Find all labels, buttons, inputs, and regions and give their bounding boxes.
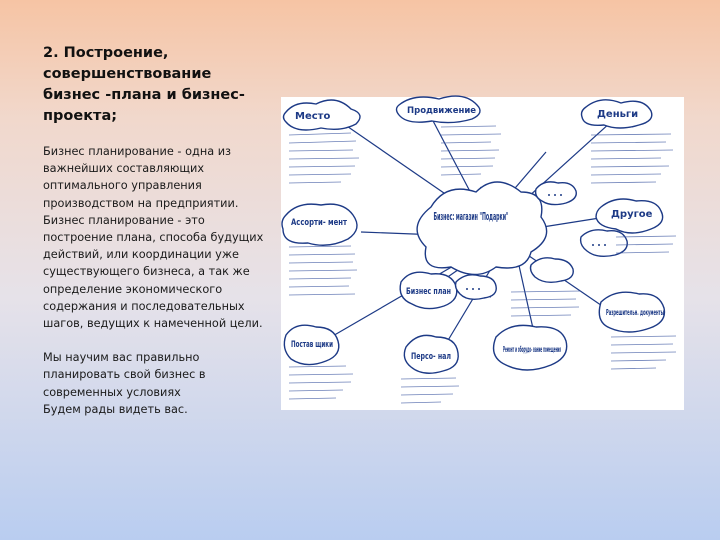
offer-paragraph: Мы научим вас правильно планировать свой бизнес в современных условиях bbox=[43, 351, 206, 399]
slide-title: 2. Построение, совершенствование бизнес -плана и бизнес-проекта; bbox=[43, 45, 245, 124]
cloud-empty-3 bbox=[456, 275, 497, 299]
node-other: Другое bbox=[611, 209, 653, 220]
cloud-empty-1 bbox=[536, 182, 577, 205]
node-business-plan: Бизнес план bbox=[406, 287, 452, 297]
intro-paragraph: Бизнес планирование - одна из важнейших составляющих оптимального управления производством на предприятии. Бизнес планирование - это построение плана, способа будущих действий, или координации уже существующего бизнеса, а так же определение экономического содержания и последовательных шагов, ведущих к намеченной цели. bbox=[43, 145, 264, 331]
node-assortment: Ассорти- мент bbox=[291, 218, 348, 228]
node-permits: Разрешительн. документы bbox=[606, 308, 664, 317]
closing-line: Будем рады видеть вас. bbox=[43, 402, 188, 416]
node-staff: Персо- нал bbox=[411, 352, 451, 362]
center-label: Бизнес: магазин "Подарки" bbox=[433, 210, 509, 223]
business-mindmap-image bbox=[281, 97, 684, 410]
slide-text-column bbox=[43, 43, 268, 418]
cloud-center bbox=[417, 182, 547, 275]
node-suppliers: Постав щики bbox=[291, 340, 334, 350]
node-place: Место bbox=[295, 111, 331, 122]
node-money: Деньги bbox=[597, 109, 639, 120]
cloud-empty-2 bbox=[581, 230, 628, 256]
node-renovation: Ремонт и оборудо- вание помещения bbox=[503, 345, 677, 354]
mindmap-drawing bbox=[281, 97, 684, 410]
node-promotion: Продвижение bbox=[407, 106, 477, 116]
cloud-empty-4 bbox=[531, 258, 574, 282]
